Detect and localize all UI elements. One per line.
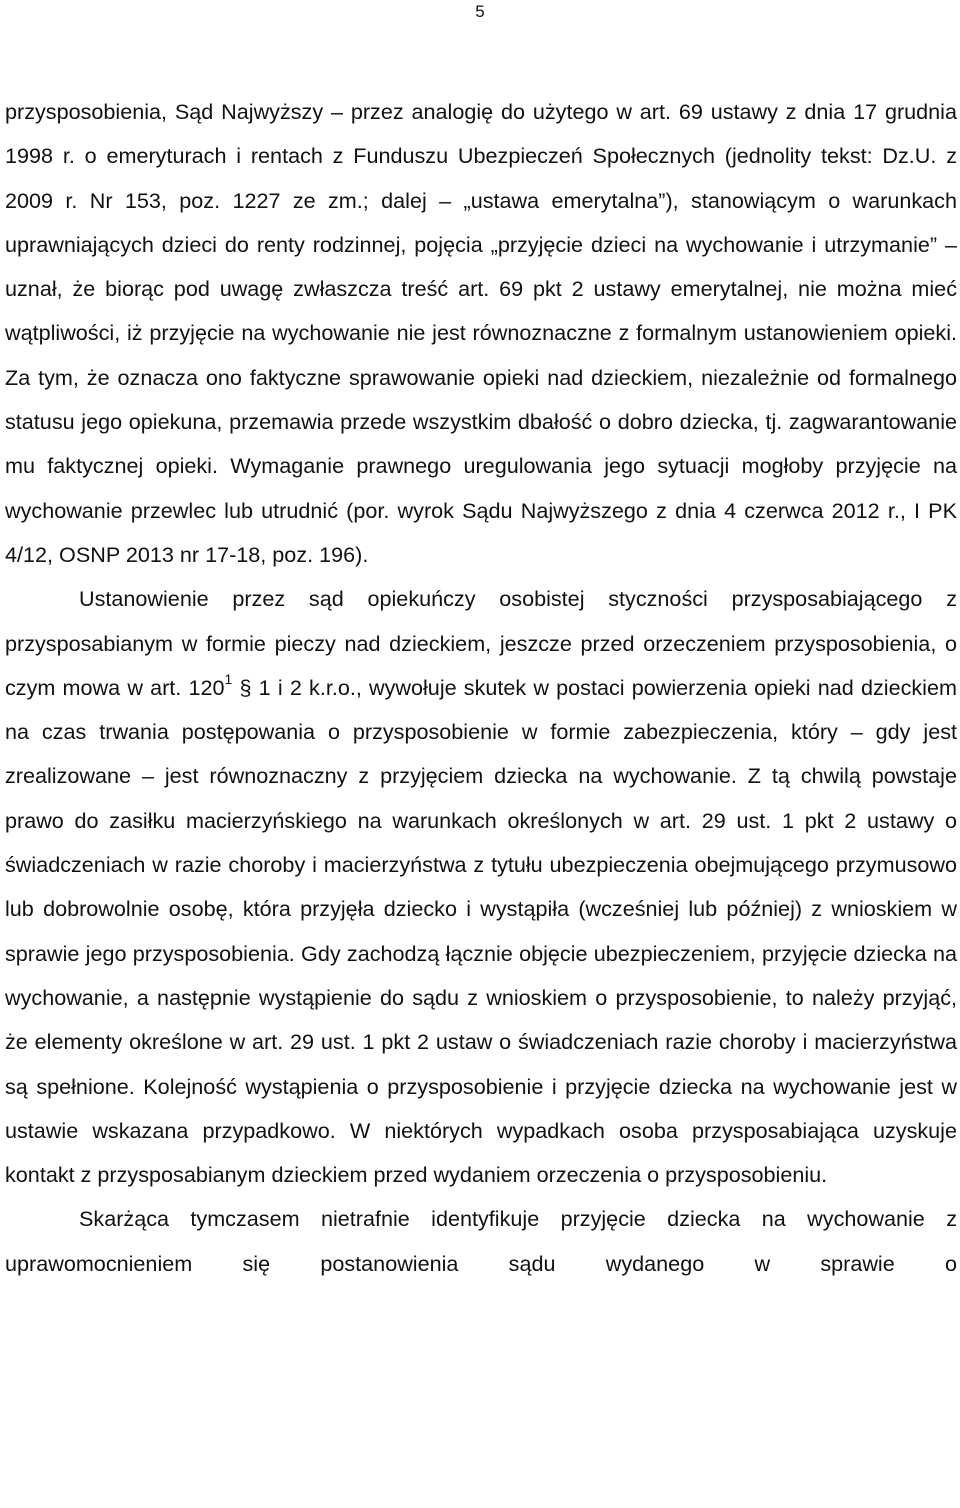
paragraph-3: Skarżąca tymczasem nietrafnie identyfikuje przyjęcie dziecka na wychowanie z uprawomocnieniem się postanowienia sądu wydanego w sprawie o <box>5 1206 957 1276</box>
paragraph-2 <box>5 577 957 1197</box>
article-superscript: 1 <box>224 670 233 687</box>
paragraph-2-text-end: § 1 i 2 k.r.o., wywołuje skutek w postaci powierzenia opieki nad dzieckiem na czas trwania postępowania o przysposobienie w formie zabezpieczenia, który – gdy jest zrealizowane – jest równoznaczny z przyjęciem dziecka na wychowanie. Z tą chwilą powstaje prawo do zasiłku macierzyńskiego na warunkach określonych w art. 29 ust. 1 pkt 2 ustawy o świadczeniach w razie choroby i macierzyństwa z tytułu ubezpieczenia obejmującego przymusowo lub dobrowolnie osobę, która przyjęła dziecko i wystąpiła (wcześniej lub później) z wnioskiem w sprawie jego przysposobienia. Gdy zachodzą łącznie objęcie ubezpieczeniem, przyjęcie dziecka na wychowanie, a następnie wystąpienie do sądu z wnioskiem o przysposobienie, to należy przyjąć, że elementy określone w art. 29 ust. 1 pkt 2 ustaw o świadczeniach razie choroby i macierzyństwa są spełnione. Kolejność wystąpienia o przysposobienie i przyjęcie dziecka na wychowanie jest w ustawie wskazana przypadkowo. W niektórych wypadkach osoba przysposabiająca uzyskuje kontakt z przysposabianym dzieckiem przed wydaniem orzeczenia o przysposobieniu. <box>5 674 957 1188</box>
document-body <box>5 90 957 1286</box>
paragraph-1: przysposobienia, Sąd Najwyższy – przez analogię do użytego w art. 69 ustawy z dnia 17 grudnia 1998 r. o emeryturach i rentach z Funduszu Ubezpieczeń Społecznych (jednolity tekst: Dz.U. z 2009 r. Nr 153, poz. 1227 ze zm.; dalej – „ustawa emerytalna”), stanowiącym o warunkach uprawniających dzieci do renty rodzinnej, pojęcia „przyjęcie dzieci na wychowanie i utrzymanie” – uznał, że biorąc pod uwagę zwłaszcza treść art. 69 pkt 2 ustawy emerytalnej, nie można mieć wątpliwości, iż przyjęcie na wychowanie nie jest równoznaczne z formalnym ustanowieniem opieki. Za tym, że oznacza ono faktyczne sprawowanie opieki nad dzieckiem, niezależnie od formalnego statusu jego opiekuna, przemawia przede wszystkim dbałość o dobro dziecka, tj. zagwarantowanie mu faktycznej opieki. Wymaganie prawnego uregulowania jego sytuacji mogłoby przyjęcie na wychowanie przewlec lub utrudnić (por. wyrok Sądu Najwyższego z dnia 4 czerwca 2012 r., I PK 4/12, OSNP 2013 nr 17-18, poz. 196). <box>5 99 957 567</box>
paragraph-2-text-start: Ustanowienie przez sąd opiekuńczy osobistej styczności przysposabiającego z przysposabianym w formie pieczy nad dzieckiem, jeszcze przed orzeczeniem przysposobienia, o czym mowa w art. 120 <box>5 586 957 700</box>
page-number: 5 <box>475 2 485 21</box>
